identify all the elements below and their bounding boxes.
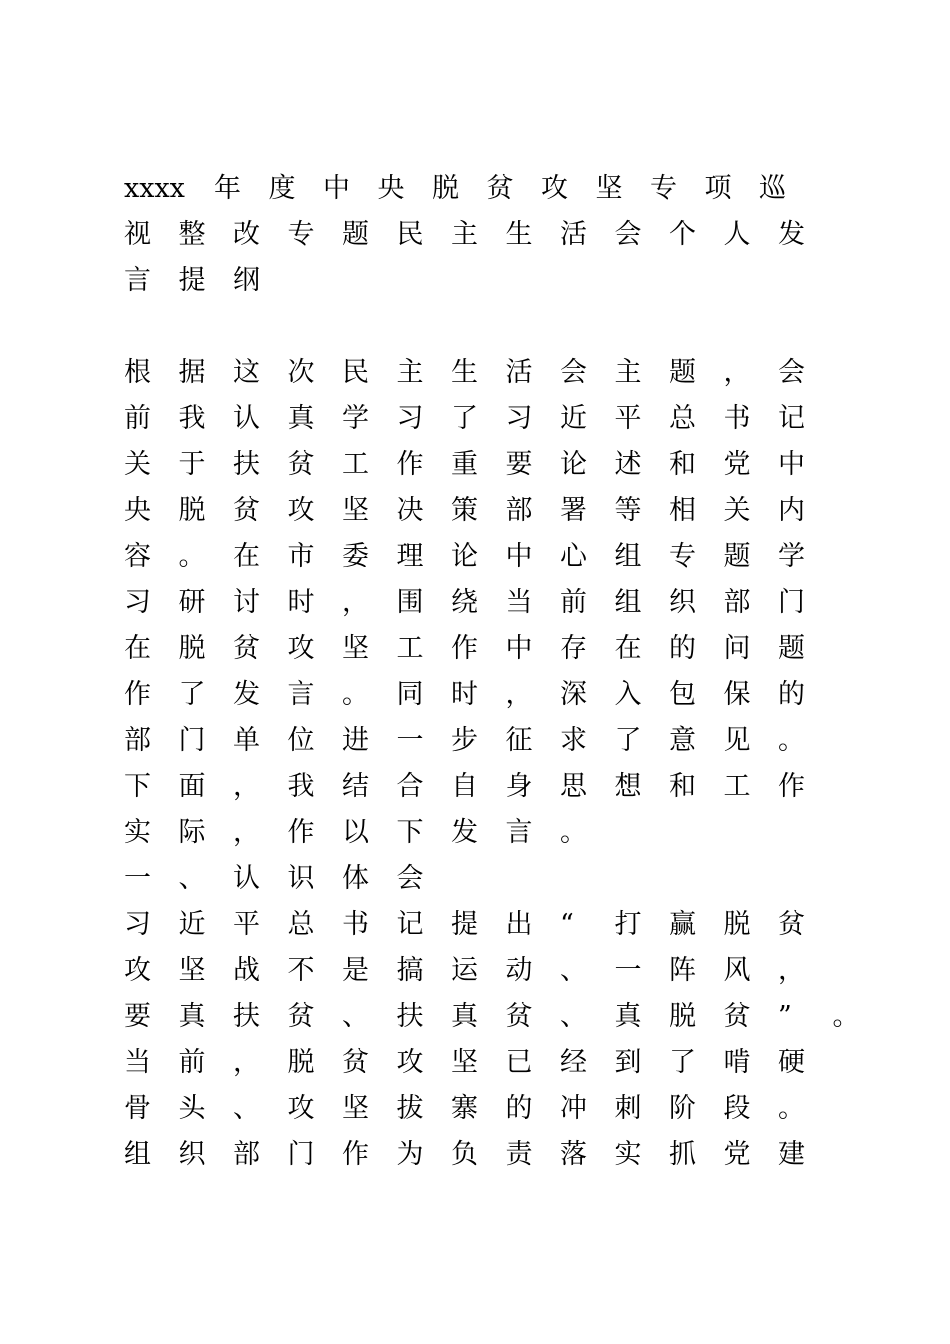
glyph: 位 xyxy=(287,725,315,756)
glyph: 时 xyxy=(451,679,478,710)
glyph: 包 xyxy=(669,679,696,710)
glyph: 了 xyxy=(669,1047,696,1078)
glyph: 贫 xyxy=(342,1047,369,1078)
glyph: 专 xyxy=(669,541,696,572)
glyph: 。 xyxy=(832,1001,860,1032)
glyph: 书 xyxy=(723,403,751,434)
glyph: 建 xyxy=(778,1139,805,1170)
glyph: 发 xyxy=(233,679,260,710)
glyph: 。 xyxy=(778,725,805,756)
glyph: 、 xyxy=(233,1093,260,1124)
glyph: 了 xyxy=(451,403,478,434)
glyph: 和 xyxy=(669,771,696,802)
glyph: 打 xyxy=(614,909,642,940)
glyph: 改 xyxy=(233,219,260,250)
glyph: 在 xyxy=(233,541,260,572)
glyph: ” xyxy=(778,1001,792,1032)
glyph: 求 xyxy=(560,725,587,756)
glyph: 。 xyxy=(560,817,587,848)
glyph: 总 xyxy=(669,403,696,434)
glyph: 脱 xyxy=(432,173,459,204)
glyph: 活 xyxy=(505,357,533,388)
glyph: 为 xyxy=(396,1139,424,1170)
glyph: 这 xyxy=(233,357,260,388)
glyph: 贫 xyxy=(287,1001,315,1032)
glyph: 视 xyxy=(124,219,151,250)
glyph: 头 xyxy=(178,1093,206,1124)
glyph: 进 xyxy=(342,725,369,756)
glyph: 书 xyxy=(342,909,369,940)
glyph: 我 xyxy=(287,771,315,802)
glyph: 主 xyxy=(396,357,424,388)
glyph: 真 xyxy=(614,1001,642,1032)
glyph: 冲 xyxy=(560,1093,587,1124)
glyph: 巡 xyxy=(759,173,786,204)
glyph: 织 xyxy=(178,1139,206,1170)
glyph: 坚 xyxy=(342,1093,369,1124)
glyph: 同 xyxy=(396,679,424,710)
glyph: 要 xyxy=(124,1001,151,1032)
glyph: 总 xyxy=(287,909,315,940)
glyph: 脱 xyxy=(178,633,206,664)
body-line-10 xyxy=(124,764,844,810)
glyph: 贫 xyxy=(287,449,315,480)
glyph: 习 xyxy=(505,403,533,434)
glyph: ， xyxy=(778,955,805,986)
glyph: 想 xyxy=(614,771,642,802)
glyph: ， xyxy=(505,679,533,710)
glyph: 绕 xyxy=(451,587,478,618)
glyph: 次 xyxy=(287,357,315,388)
glyph: 下 xyxy=(124,771,151,802)
glyph: 单 xyxy=(233,725,260,756)
glyph: 等 xyxy=(614,495,642,526)
glyph: 央 xyxy=(377,173,405,204)
glyph: 重 xyxy=(451,449,478,480)
glyph: 不 xyxy=(287,955,315,986)
glyph: 年 xyxy=(214,173,241,204)
glyph: 攻 xyxy=(287,633,315,664)
glyph: 贫 xyxy=(778,909,805,940)
glyph: ， xyxy=(233,771,260,802)
glyph: 扶 xyxy=(233,449,260,480)
glyph: 坚 xyxy=(451,1047,478,1078)
glyph: 经 xyxy=(560,1047,587,1078)
glyph: 思 xyxy=(560,771,587,802)
glyph: 论 xyxy=(560,449,587,480)
glyph: 部 xyxy=(233,1139,260,1170)
glyph: 工 xyxy=(396,633,424,664)
glyph: 论 xyxy=(451,541,478,572)
glyph: 动 xyxy=(505,955,533,986)
body-line-4 xyxy=(124,488,844,534)
glyph: 保 xyxy=(723,679,751,710)
glyph: 我 xyxy=(178,403,206,434)
glyph: 习 xyxy=(124,909,151,940)
glyph: 工 xyxy=(342,449,369,480)
glyph: 了 xyxy=(614,725,642,756)
body-line-18 xyxy=(124,1132,844,1178)
glyph: 脱 xyxy=(178,495,206,526)
glyph: 到 xyxy=(614,1047,642,1078)
glyph: 、 xyxy=(560,955,587,986)
glyph: 专 xyxy=(650,173,677,204)
glyph: 组 xyxy=(614,587,642,618)
glyph: 学 xyxy=(342,403,369,434)
body-line-6 xyxy=(124,580,844,626)
glyph: 民 xyxy=(342,357,369,388)
glyph: 了 xyxy=(178,679,206,710)
glyph: 认 xyxy=(233,403,260,434)
glyph: 当 xyxy=(124,1047,151,1078)
glyph: 。 xyxy=(778,1093,805,1124)
glyph: 脱 xyxy=(287,1047,315,1078)
glyph: 作 xyxy=(778,771,805,802)
glyph: 在 xyxy=(124,633,151,664)
glyph: 坚 xyxy=(342,495,369,526)
glyph: 面 xyxy=(178,771,206,802)
glyph: 结 xyxy=(342,771,369,802)
glyph: 容 xyxy=(124,541,151,572)
glyph: 、 xyxy=(178,863,206,894)
glyph: 署 xyxy=(560,495,587,526)
glyph: 阵 xyxy=(669,955,696,986)
glyph: 风 xyxy=(723,955,751,986)
glyph: 部 xyxy=(505,495,533,526)
glyph: 决 xyxy=(396,495,424,526)
glyph: 会 xyxy=(778,357,805,388)
glyph: 攻 xyxy=(541,173,568,204)
glyph: 门 xyxy=(287,1139,315,1170)
glyph: 段 xyxy=(723,1093,751,1124)
glyph: 题 xyxy=(342,219,369,250)
glyph: 攻 xyxy=(124,955,151,986)
glyph: 委 xyxy=(342,541,369,572)
glyph: 度 xyxy=(268,173,296,204)
glyph: 自 xyxy=(451,771,478,802)
glyph: 刺 xyxy=(614,1093,642,1124)
glyph: 生 xyxy=(505,219,533,250)
title-line-2 xyxy=(124,212,844,258)
glyph: 坚 xyxy=(595,173,623,204)
glyph: 啃 xyxy=(723,1047,751,1078)
body-line-17 xyxy=(124,1086,844,1132)
glyph: 的 xyxy=(505,1093,533,1124)
glyph: 市 xyxy=(287,541,315,572)
glyph: 作 xyxy=(287,817,315,848)
glyph: 纲 xyxy=(233,265,260,296)
body-line-8 xyxy=(124,672,844,718)
glyph: 坚 xyxy=(342,633,369,664)
glyph: 民 xyxy=(396,219,424,250)
glyph: 发 xyxy=(451,817,478,848)
glyph: 存 xyxy=(560,633,587,664)
glyph: 真 xyxy=(178,1001,206,1032)
glyph: 在 xyxy=(614,633,642,664)
glyph: 中 xyxy=(778,449,805,480)
glyph: 研 xyxy=(178,587,206,618)
glyph: 抓 xyxy=(669,1139,696,1170)
glyph: 深 xyxy=(560,679,587,710)
glyph: 记 xyxy=(778,403,805,434)
glyph: 习 xyxy=(124,587,151,618)
glyph: 下 xyxy=(396,817,424,848)
glyph: 贫 xyxy=(505,1001,533,1032)
glyph: 骨 xyxy=(124,1093,151,1124)
glyph: 落 xyxy=(560,1139,587,1170)
glyph: 整 xyxy=(178,219,206,250)
glyph: 搞 xyxy=(396,955,424,986)
glyph: 中 xyxy=(323,173,350,204)
glyph: ， xyxy=(723,357,751,388)
glyph: 身 xyxy=(505,771,533,802)
glyph: 言 xyxy=(505,817,533,848)
glyph: 贫 xyxy=(486,173,514,204)
glyph: 、 xyxy=(342,1001,369,1032)
glyph: 的 xyxy=(778,679,805,710)
glyph: 真 xyxy=(451,1001,478,1032)
glyph: 一 xyxy=(124,863,151,894)
glyph: 党 xyxy=(723,1139,751,1170)
paragraph-spacer xyxy=(124,304,844,350)
glyph: 是 xyxy=(342,955,369,986)
glyph: 。 xyxy=(342,679,369,710)
glyph: 作 xyxy=(342,1139,369,1170)
glyph: xxxx xyxy=(124,173,185,204)
glyph: 策 xyxy=(451,495,478,526)
glyph: 前 xyxy=(124,403,151,434)
glyph: 理 xyxy=(396,541,424,572)
glyph: 贫 xyxy=(233,495,260,526)
glyph: 攻 xyxy=(396,1047,424,1078)
glyph: “ xyxy=(560,909,574,940)
glyph: 负 xyxy=(451,1139,478,1170)
glyph: 中 xyxy=(505,633,533,664)
glyph: 活 xyxy=(560,219,587,250)
glyph: 和 xyxy=(669,449,696,480)
glyph: 入 xyxy=(614,679,642,710)
glyph: 门 xyxy=(778,587,805,618)
glyph: 会 xyxy=(614,219,642,250)
glyph: 寨 xyxy=(451,1093,478,1124)
glyph: 题 xyxy=(723,541,751,572)
body-line-7 xyxy=(124,626,844,672)
glyph: 党 xyxy=(723,449,751,480)
glyph: 前 xyxy=(560,587,587,618)
glyph: 脱 xyxy=(723,909,751,940)
glyph: 攻 xyxy=(287,495,315,526)
glyph: 阶 xyxy=(669,1093,696,1124)
glyph: 相 xyxy=(669,495,696,526)
glyph: 扶 xyxy=(233,1001,260,1032)
body-line-15 xyxy=(124,994,860,1040)
glyph: 识 xyxy=(287,863,315,894)
glyph: 专 xyxy=(287,219,315,250)
glyph: 项 xyxy=(704,173,732,204)
glyph: 硬 xyxy=(778,1047,805,1078)
glyph: 以 xyxy=(342,817,369,848)
glyph: 据 xyxy=(178,357,206,388)
glyph: 发 xyxy=(778,219,805,250)
glyph: 平 xyxy=(233,909,260,940)
glyph: 实 xyxy=(614,1139,642,1170)
glyph: 于 xyxy=(178,449,206,480)
glyph: 部 xyxy=(124,725,151,756)
glyph: 根 xyxy=(124,357,151,388)
glyph: 关 xyxy=(124,449,151,480)
glyph: 当 xyxy=(505,587,533,618)
glyph: 作 xyxy=(124,679,151,710)
glyph: 习 xyxy=(396,403,424,434)
glyph: 会 xyxy=(396,863,424,894)
glyph: 个 xyxy=(669,219,696,250)
glyph: 已 xyxy=(505,1047,533,1078)
glyph: 要 xyxy=(505,449,533,480)
glyph: 赢 xyxy=(669,909,696,940)
glyph: 记 xyxy=(396,909,424,940)
glyph: 、 xyxy=(560,1001,587,1032)
glyph: 近 xyxy=(560,403,587,434)
glyph: 时 xyxy=(287,587,315,618)
document-content xyxy=(124,166,860,1178)
glyph: 贫 xyxy=(723,1001,751,1032)
glyph: 部 xyxy=(723,587,751,618)
glyph: 门 xyxy=(178,725,206,756)
glyph: 提 xyxy=(451,909,478,940)
glyph: 脱 xyxy=(669,1001,696,1032)
glyph: 真 xyxy=(287,403,315,434)
glyph: 扶 xyxy=(396,1001,424,1032)
glyph: 主 xyxy=(614,357,642,388)
glyph: 拔 xyxy=(396,1093,424,1124)
glyph: 言 xyxy=(287,679,315,710)
glyph: 际 xyxy=(178,817,206,848)
glyph: 前 xyxy=(178,1047,206,1078)
glyph: 一 xyxy=(614,955,642,986)
glyph: 攻 xyxy=(287,1093,315,1124)
glyph: 意 xyxy=(669,725,696,756)
glyph: 实 xyxy=(124,817,151,848)
body-line-13 xyxy=(124,902,844,948)
glyph: 心 xyxy=(560,541,587,572)
glyph: ， xyxy=(233,817,260,848)
glyph: 作 xyxy=(451,633,478,664)
glyph: 组 xyxy=(124,1139,151,1170)
section-heading xyxy=(124,856,844,902)
glyph: 体 xyxy=(342,863,369,894)
glyph: 述 xyxy=(614,449,642,480)
glyph: 战 xyxy=(233,955,260,986)
title-line-1 xyxy=(124,166,844,212)
glyph: 一 xyxy=(396,725,424,756)
glyph: 织 xyxy=(669,587,696,618)
glyph: 讨 xyxy=(233,587,260,618)
body-line-9 xyxy=(124,718,844,764)
glyph: ， xyxy=(342,587,369,618)
body-line-3 xyxy=(124,442,844,488)
body-line-1 xyxy=(124,350,844,396)
glyph: 。 xyxy=(178,541,206,572)
glyph: 作 xyxy=(396,449,424,480)
glyph: 坚 xyxy=(178,955,206,986)
glyph: 题 xyxy=(669,357,696,388)
body-line-16 xyxy=(124,1040,844,1086)
glyph: 围 xyxy=(396,587,424,618)
glyph: 内 xyxy=(778,495,805,526)
glyph: 征 xyxy=(505,725,533,756)
body-line-2 xyxy=(124,396,844,442)
glyph: 步 xyxy=(451,725,478,756)
body-line-5 xyxy=(124,534,844,580)
glyph: 见 xyxy=(723,725,751,756)
body-line-14 xyxy=(124,948,844,994)
glyph: 题 xyxy=(778,633,805,664)
glyph: 平 xyxy=(614,403,642,434)
glyph: 中 xyxy=(505,541,533,572)
glyph: 出 xyxy=(505,909,533,940)
glyph: ， xyxy=(233,1047,260,1078)
glyph: 问 xyxy=(723,633,751,664)
glyph: 言 xyxy=(124,265,151,296)
glyph: 主 xyxy=(451,219,478,250)
glyph: 学 xyxy=(778,541,805,572)
glyph: 央 xyxy=(124,495,151,526)
glyph: 生 xyxy=(451,357,478,388)
glyph: 提 xyxy=(178,265,206,296)
glyph: 组 xyxy=(614,541,642,572)
glyph: 运 xyxy=(451,955,478,986)
glyph: 的 xyxy=(669,633,696,664)
body-line-11 xyxy=(124,810,844,856)
glyph: 合 xyxy=(396,771,424,802)
glyph: 工 xyxy=(723,771,751,802)
glyph: 会 xyxy=(560,357,587,388)
glyph: 近 xyxy=(178,909,206,940)
glyph: 人 xyxy=(723,219,751,250)
glyph: 贫 xyxy=(233,633,260,664)
title-line-3 xyxy=(124,258,844,304)
glyph: 认 xyxy=(233,863,260,894)
glyph: 关 xyxy=(723,495,751,526)
glyph: 责 xyxy=(505,1139,533,1170)
